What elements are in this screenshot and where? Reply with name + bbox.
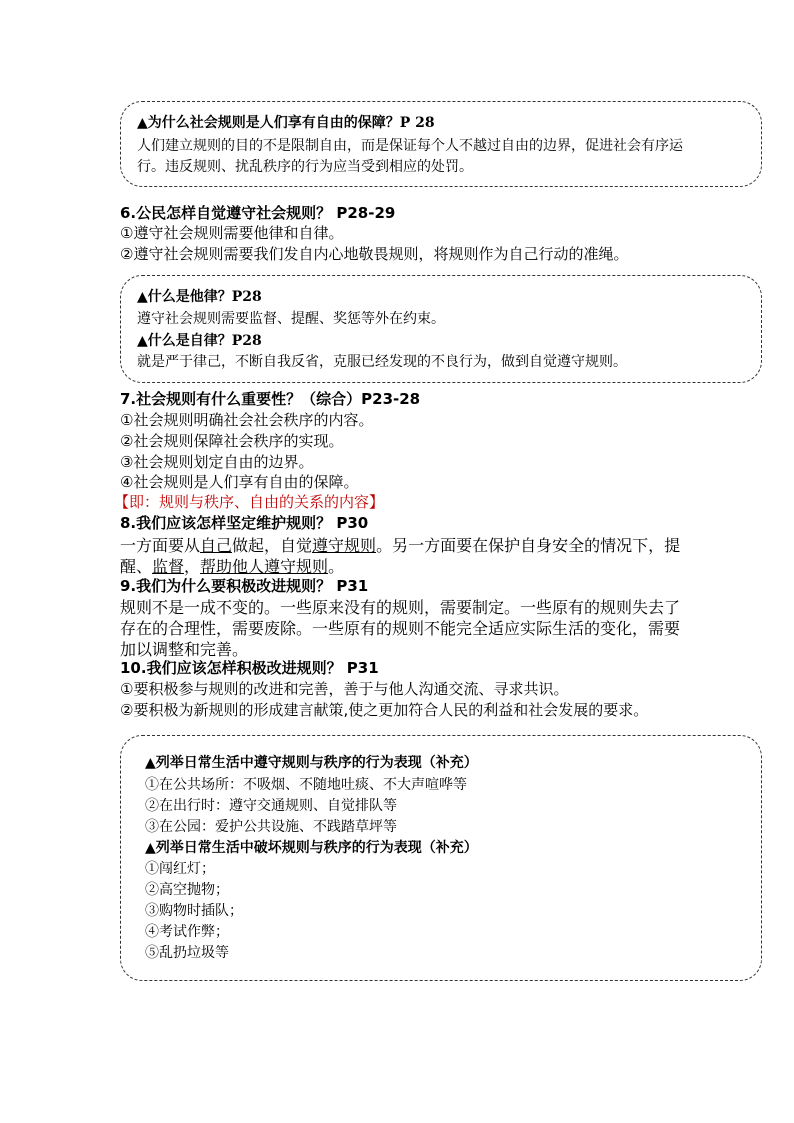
question-6-title: 6.公民怎样自觉遵守社会规则？ P28-29	[120, 204, 396, 222]
info-box-freedom	[120, 101, 762, 187]
box-heading: ▲为什么社会规则是人们享有自由的保障？P 28	[137, 115, 435, 131]
answer-line: 加以调整和完善。	[120, 640, 249, 659]
answer-text: 。	[328, 557, 345, 576]
answer-text: 一方面要从	[120, 536, 201, 555]
box-list-item: ②高空抛物；	[145, 882, 229, 898]
box-heading: ▲什么是他律？P28	[137, 289, 262, 305]
answer-text: 。另一方面要在保护自身安全的情况下，提	[376, 536, 681, 555]
box-heading: ▲列举日常生活中破坏规则与秩序的行为表现（补充）	[145, 840, 478, 856]
question-10-title: 10.我们应该怎样积极改进规则？ P31	[120, 659, 379, 677]
answer-text: 做起，自觉	[232, 536, 313, 555]
question-9-title: 9.我们为什么要积极改进规则？ P31	[120, 577, 369, 595]
answer-line: 存在的合理性，需要废除。一些原有的规则不能完全适应实际生活的变化，需要	[120, 619, 681, 638]
underlined-keyword: 遵守规则	[312, 536, 377, 555]
answer-text: ，	[184, 557, 201, 576]
box-list-item: ②在出行时：遵守交通规则、自觉排队等	[145, 798, 397, 814]
info-box-behaviors	[120, 735, 762, 981]
answer-line: ①遵守社会规则需要他律和自律。	[120, 224, 344, 242]
box-list-item: ④考试作弊；	[145, 924, 229, 940]
box-text-line: 就是严于律己，不断自我反省，克服已经发现的不良行为，做到自觉遵守规则。	[137, 354, 627, 370]
answer-line: ①要积极参与规则的改进和完善，善于与他人沟通交流、寻求共识。	[120, 680, 569, 698]
answer-line: ④社会规则是人们享有自由的保障。	[120, 473, 359, 491]
question-7-title: 7.社会规则有什么重要性？（综合）P23-28	[120, 390, 421, 408]
box-text-line: 人们建立规则的目的不是限制自由，而是保证每个人不越过自由的边界，促进社会有序运	[137, 138, 683, 154]
box-list-item: ⑤乱扔垃圾等	[145, 945, 229, 961]
box-text-line: 遵守社会规则需要监督、提醒、奖惩等外在约束。	[137, 311, 445, 327]
answer-line: ②社会规则保障社会秩序的实现。	[120, 432, 344, 450]
underlined-keyword: 监督	[152, 557, 185, 576]
box-list-item: ③购物时插队；	[145, 903, 243, 919]
answer-line: ①社会规则明确社会社会秩序的内容。	[120, 411, 374, 429]
answer-text: 醒、	[120, 557, 153, 576]
box-list-item: ①闯红灯；	[145, 861, 215, 877]
box-heading: ▲什么是自律？P28	[137, 333, 262, 349]
box-list-item: ③在公园：爱护公共设施、不践踏草坪等	[145, 819, 397, 835]
question-8-title: 8.我们应该怎样坚定维护规则？ P30	[120, 514, 369, 532]
box-list-item: ①在公共场所：不吸烟、不随地吐痰、不大声喧哗等	[145, 777, 467, 793]
answer-line	[120, 533, 680, 556]
box-heading: ▲列举日常生活中遵守规则与秩序的行为表现（补充）	[145, 755, 478, 771]
underlined-keyword: 自己	[200, 536, 233, 555]
answer-line: 规则不是一成不变的。一些原来没有的规则，需要制定。一些原有的规则失去了	[120, 598, 681, 617]
answer-line: ③社会规则划定自由的边界。	[120, 453, 314, 471]
box-text-line: 行。违反规则、扰乱秩序的行为应当受到相应的处罚。	[137, 159, 473, 175]
answer-line: ②要积极为新规则的形成建言献策,使之更加符合人民的利益和社会发展的要求。	[120, 701, 649, 719]
info-box-discipline	[120, 275, 762, 383]
answer-line	[120, 554, 344, 577]
underlined-keyword: 帮助他人遵守规则	[200, 557, 329, 576]
red-note: 【即：规则与秩序、自由的关系的内容】	[114, 493, 385, 511]
answer-line: ②遵守社会规则需要我们发自内心地敬畏规则，将规则作为自己行动的准绳。	[120, 245, 629, 263]
